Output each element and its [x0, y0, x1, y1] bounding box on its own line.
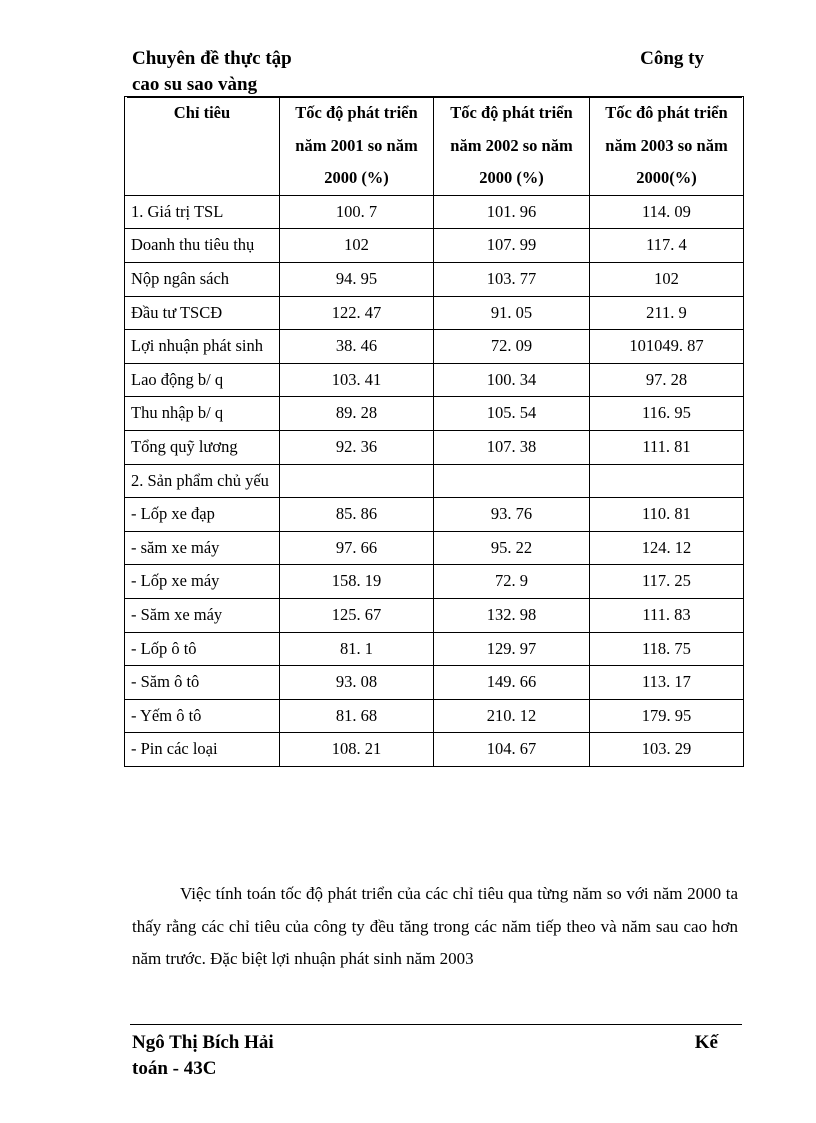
- table-row: [125, 195, 744, 229]
- value-2001: 125. 67: [280, 598, 434, 632]
- value-2002: 149. 66: [434, 666, 590, 700]
- value-2002: 129. 97: [434, 632, 590, 666]
- value-2003: 114. 09: [590, 195, 744, 229]
- value-2002: 132. 98: [434, 598, 590, 632]
- column-header-2001: Tốc độ phát triển năm 2001 so năm 2000 (%): [280, 97, 434, 196]
- value-2002: 107. 38: [434, 430, 590, 464]
- value-2001: 94. 95: [280, 262, 434, 296]
- column-header-indicator: Chỉ tiêu: [125, 97, 280, 196]
- value-2001: 92. 36: [280, 430, 434, 464]
- table-row: [125, 363, 744, 397]
- value-2001: 108. 21: [280, 733, 434, 767]
- row-label: - Pin các loại: [125, 733, 280, 767]
- row-label: - Săm ô tô: [125, 666, 280, 700]
- value-2001: [280, 464, 434, 498]
- value-2002: 72. 9: [434, 565, 590, 599]
- value-2002: 100. 34: [434, 363, 590, 397]
- row-label: - Lốp xe đạp: [125, 498, 280, 532]
- value-2003: 117. 4: [590, 229, 744, 263]
- value-2002: 107. 99: [434, 229, 590, 263]
- value-2001: 93. 08: [280, 666, 434, 700]
- value-2002: 93. 76: [434, 498, 590, 532]
- value-2001: 85. 86: [280, 498, 434, 532]
- growth-rate-table: [124, 96, 744, 767]
- page-header: [132, 46, 738, 98]
- table-row: [125, 498, 744, 532]
- value-2001: 100. 7: [280, 195, 434, 229]
- table-row: [125, 598, 744, 632]
- value-2003: 110. 81: [590, 498, 744, 532]
- value-2003: 102: [590, 262, 744, 296]
- value-2003: 111. 83: [590, 598, 744, 632]
- value-2001: 89. 28: [280, 397, 434, 431]
- row-label: - Săm xe máy: [125, 598, 280, 632]
- value-2001: 158. 19: [280, 565, 434, 599]
- row-label: Doanh thu tiêu thụ: [125, 229, 280, 263]
- row-label: Lao động b/ q: [125, 363, 280, 397]
- value-2003: 103. 29: [590, 733, 744, 767]
- row-label: Nộp ngân sách: [125, 262, 280, 296]
- page-footer: [132, 1030, 738, 1082]
- value-2001: 122. 47: [280, 296, 434, 330]
- value-2001: 97. 66: [280, 531, 434, 565]
- value-2003: 211. 9: [590, 296, 744, 330]
- value-2001: 103. 41: [280, 363, 434, 397]
- footer-department: Kế: [694, 1032, 718, 1053]
- table-row: [125, 397, 744, 431]
- row-label: - Yếm ô tô: [125, 699, 280, 733]
- table-row: [125, 464, 744, 498]
- footer-author: Ngô Thị Bích Hải: [132, 1032, 274, 1053]
- value-2003: [590, 464, 744, 498]
- value-2002: 105. 54: [434, 397, 590, 431]
- footer-author-continued: toán - 43C: [132, 1058, 217, 1079]
- table-row: [125, 430, 744, 464]
- row-label: - Lốp xe máy: [125, 565, 280, 599]
- value-2003: 124. 12: [590, 531, 744, 565]
- value-2002: 72. 09: [434, 330, 590, 364]
- table-row: [125, 296, 744, 330]
- table-row: [125, 699, 744, 733]
- column-header-2003: Tốc đô phát triển năm 2003 so năm 2000(%): [590, 97, 744, 196]
- value-2002: 104. 67: [434, 733, 590, 767]
- row-label: - săm xe máy: [125, 531, 280, 565]
- value-2003: 97. 28: [590, 363, 744, 397]
- value-2001: 102: [280, 229, 434, 263]
- table-header-row: [125, 97, 744, 196]
- table-row: [125, 733, 744, 767]
- value-2002: 103. 77: [434, 262, 590, 296]
- value-2003: 113. 17: [590, 666, 744, 700]
- header-title: Chuyên đề thực tập: [132, 48, 292, 69]
- footer-divider: [130, 1024, 742, 1025]
- value-2002: 101. 96: [434, 195, 590, 229]
- column-header-2002: Tốc độ phát triển năm 2002 so năm 2000 (%): [434, 97, 590, 196]
- row-label: - Lốp ô tô: [125, 632, 280, 666]
- header-title-continued: cao su sao vàng: [132, 74, 258, 95]
- value-2003: 101049. 87: [590, 330, 744, 364]
- table-row: [125, 565, 744, 599]
- table-row: [125, 666, 744, 700]
- table-row: [125, 632, 744, 666]
- header-company: Công ty: [640, 48, 704, 69]
- value-2001: 81. 1: [280, 632, 434, 666]
- row-label: 1. Giá trị TSL: [125, 195, 280, 229]
- value-2001: 81. 68: [280, 699, 434, 733]
- value-2002: 210. 12: [434, 699, 590, 733]
- row-label: Tổng quỹ lương: [125, 430, 280, 464]
- value-2002: [434, 464, 590, 498]
- table-body: [125, 195, 744, 766]
- value-2002: 91. 05: [434, 296, 590, 330]
- row-label: Đầu tư TSCĐ: [125, 296, 280, 330]
- row-label: 2. Sản phẩm chủ yếu: [125, 464, 280, 498]
- value-2003: 111. 81: [590, 430, 744, 464]
- table-row: [125, 330, 744, 364]
- value-2003: 179. 95: [590, 699, 744, 733]
- value-2003: 116. 95: [590, 397, 744, 431]
- analysis-paragraph: Việc tính toán tốc độ phát triển của các chỉ tiêu qua từng năm so với năm 2000 ta thấy rằng các chỉ tiêu của công ty đều tăng trong các năm tiếp theo và năm sau cao hơn năm trước. Đặc biệt lợi nhuận phát sinh năm 2003: [132, 884, 738, 968]
- value-2003: 118. 75: [590, 632, 744, 666]
- value-2003: 117. 25: [590, 565, 744, 599]
- table-row: [125, 531, 744, 565]
- value-2002: 95. 22: [434, 531, 590, 565]
- table-row: [125, 262, 744, 296]
- value-2001: 38. 46: [280, 330, 434, 364]
- row-label: Thu nhập b/ q: [125, 397, 280, 431]
- table-row: [125, 229, 744, 263]
- row-label: Lợi nhuận phát sinh: [125, 330, 280, 364]
